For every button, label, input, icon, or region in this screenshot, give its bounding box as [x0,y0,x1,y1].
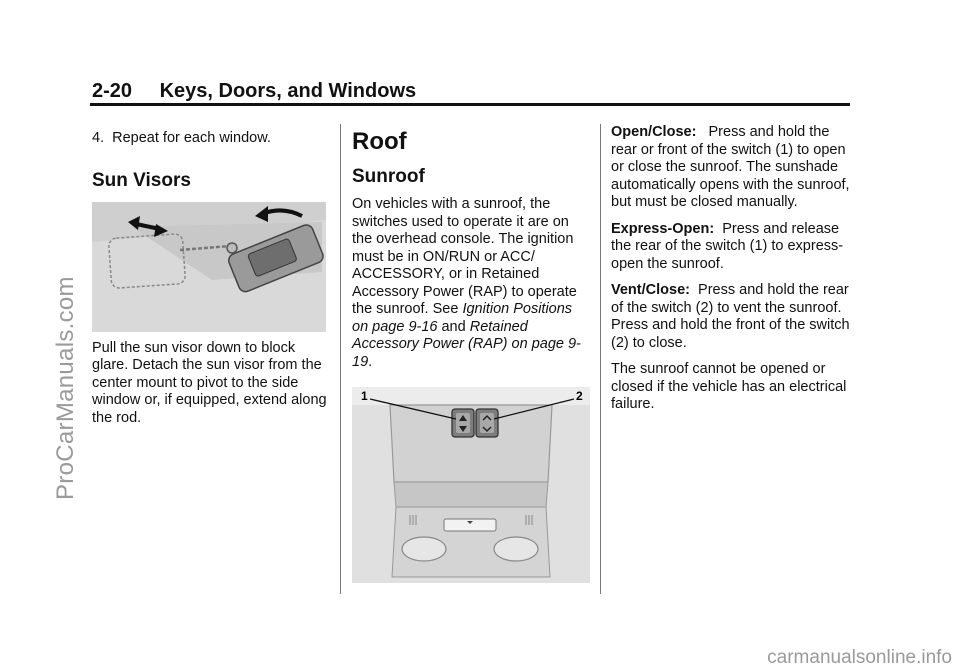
sunroof-body-end: . [368,353,373,370]
side-watermark: ProCarManuals.com [52,276,79,500]
chapter-title: Keys, Doors, and Windows [159,80,417,102]
express-open-paragraph [611,221,851,274]
list-text: Repeat for each window. [112,130,271,146]
ref-retained-accessory-power: Retained Accessory Power (RAP) on page 9-19 [352,318,581,370]
open-close-paragraph [611,124,851,212]
express-open-text: Press and release the rear of the switch (1) to express-open the sunroof. [611,220,844,272]
express-open-label: Express-Open: [611,220,715,237]
vent-close-label: Vent/Close: [611,282,690,298]
sun-visors-heading: Sun Visors [92,169,191,191]
overhead-console-illustration [352,387,590,583]
open-close-label: Open/Close: [611,124,697,140]
sun-visors-body: Pull the sun visor down to block glare. Detach the sun visor from the center mount to pivot to the side window or, if equipped, extend along the rod. [92,339,327,426]
list-item [92,130,330,148]
list-number: 4. [92,130,105,146]
sun-visor-illustration [92,202,326,332]
page-number: 2-20 [92,80,133,102]
electrical-failure-paragraph: The sunroof cannot be opened or closed if the vehicle has an electrical failure. [611,361,847,412]
vent-close-paragraph [611,282,851,352]
sunroof-heading: Sunroof [352,166,425,187]
column-divider [340,124,341,594]
roof-heading: Roof [352,128,407,155]
sunroof-body-text: On vehicles with a sunroof, the switches used to operate it are on the overhead console. The ignition must be in ON/RUN or ACC/ ACCESSORY, or in Retained Accessory Power (RAP) to operate the sunroof. See [352,196,577,317]
sunroof-body-and: and [437,318,470,335]
callout-2: 2 [576,389,583,403]
column-1 [92,124,330,436]
column-3 [611,124,851,423]
sunroof-switch-2 [476,409,498,437]
open-close-text: Press and hold the rear or front of the switch (1) to open or close the sunroof. The sunshade automatically opens with the sunroof, but must be closed manually. [611,124,850,210]
page-header [92,80,416,103]
header-rule [90,103,850,106]
column-2 [352,124,592,583]
sunroof-body [352,196,592,371]
ref-ignition-positions: Ignition Positions on page 9-16 [352,301,573,335]
vent-close-text: Press and hold the rear of the switch (2) to vent the sunroof. Press and hold the front of the switch (2) to close. [611,282,850,351]
center-mount [227,243,237,253]
reading-lamp-right [494,537,538,561]
lamp-switch [444,519,496,531]
reading-lamp-left [402,537,446,561]
column-divider [600,124,601,594]
callout-1: 1 [361,389,368,403]
footer-watermark: carmanualsonline.info [767,647,952,668]
sunroof-switch-1 [452,409,474,437]
